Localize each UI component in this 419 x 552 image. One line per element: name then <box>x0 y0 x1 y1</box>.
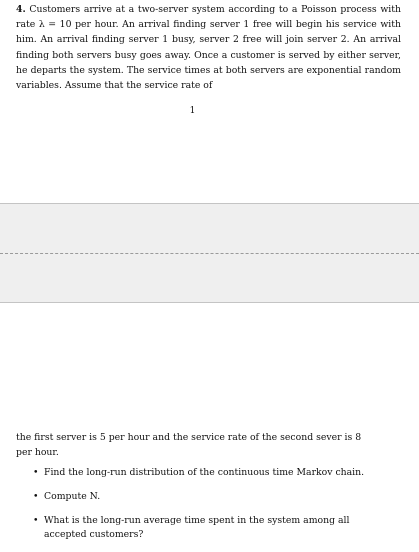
list-item <box>30 514 376 542</box>
bullet-icon: • <box>33 515 39 526</box>
continuation-paragraph: the first server is 5 per hour and the service rate of the second sever is 8 per hour. <box>16 432 362 458</box>
page-number: 1 <box>189 106 196 116</box>
list-item <box>30 490 376 504</box>
page-gap <box>0 203 419 303</box>
problem-text: Customers arrive at a two-server system according to a Poisson process with rate λ = 10 per hour. An arrival finding server 1 free will begin his service with him. An arrival finding server 1 busy, server 2 free will join server 2. An arrival finding both servers busy goes away. Once a customer is served by either server, he departs the system. The service times at both servers are exponential random variables. Assume that the service rate of <box>16 4 401 92</box>
page-break-line <box>0 253 419 254</box>
problem-paragraph <box>16 2 401 93</box>
list-item-text: Compute N. <box>44 491 101 502</box>
bullet-icon: • <box>33 491 39 502</box>
list-item <box>30 466 376 480</box>
document-page-top <box>0 0 419 203</box>
bullet-icon: • <box>33 467 39 478</box>
list-item-text: What is the long-run average time spent in the system among all accepted customers? <box>44 515 350 540</box>
list-item-text: Find the long-run distribution of the continuous time Markov chain. <box>44 467 365 478</box>
problem-number: 4. <box>16 4 26 15</box>
question-list <box>30 466 376 552</box>
document-page-bottom <box>0 304 419 548</box>
